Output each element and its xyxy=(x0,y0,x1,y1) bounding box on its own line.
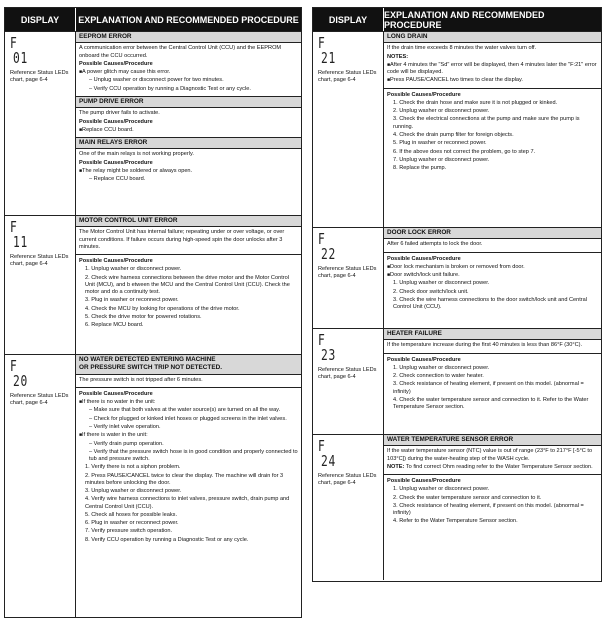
explanation-column-header: EXPLANATION AND RECOMMENDED PROCEDURE xyxy=(78,14,299,25)
code-letter: F xyxy=(318,437,326,455)
error-section xyxy=(384,435,601,474)
display-cell xyxy=(313,32,384,227)
error-code xyxy=(318,333,367,363)
code-number: 11 xyxy=(13,233,29,251)
reference-note: Reference Status LEDs chart, page 6-4 xyxy=(318,266,377,280)
notes-heading: NOTES: xyxy=(387,53,409,60)
explanation-cell xyxy=(76,32,301,215)
step-item: 4. Check the water temperature sensor and connection to it. Refer to the Water Temperature Sensor section. xyxy=(393,396,589,411)
step-item: 4. Check the MCU by looking for operations of the drive motor. xyxy=(85,305,240,312)
step-item: 2. Check door switch/lock unit. xyxy=(393,288,469,295)
cause-item: ■ The relay might be soldered or always open. xyxy=(79,168,298,175)
section-title: EEPROM ERROR xyxy=(76,32,301,43)
explanation-cell xyxy=(76,355,301,617)
step-item: 4. Verify wire harness connections to inlet valves, pressure switch, drain pump and Central Control Unit (CCU). xyxy=(85,496,290,510)
step-item: 2. Check the water temperature sensor and connection to it. xyxy=(393,494,542,501)
step-item: 1. Unplug washer or disconnect power. xyxy=(393,280,490,287)
step-item: 4. Check the drain pump filter for foreign objects. xyxy=(393,131,514,138)
error-section xyxy=(76,32,301,96)
description: If the temperature increase during the first 40 minutes is less than 86°F (30°C). xyxy=(387,342,583,349)
error-code xyxy=(10,36,59,66)
description: After 6 failed attempts to lock the door. xyxy=(387,241,483,248)
code-number: 20 xyxy=(13,372,29,390)
error-section xyxy=(384,32,601,88)
display-cell xyxy=(313,435,384,580)
sub-step: – Verify drain pump operation. xyxy=(79,441,298,448)
cause-item: ■ Door switch/lock unit failure. xyxy=(387,272,598,279)
error-section xyxy=(384,329,601,353)
section-title: WATER TEMPERATURE SENSOR ERROR xyxy=(384,435,601,446)
step-item: 3. Check resistance of heating element, if present on this model. (abnormal = infinity) xyxy=(393,381,584,395)
error-code xyxy=(318,36,367,66)
code-number: 23 xyxy=(321,346,337,364)
table-row xyxy=(313,31,601,227)
error-code xyxy=(10,359,59,389)
step-item: 1. Verify there is not a siphon problem. xyxy=(85,464,181,471)
error-code xyxy=(10,220,59,250)
step-item: 2. Press PAUSE/CANCEL twice to clear the display. The machine will drain for 3 minutes before unlocking the door. xyxy=(85,472,284,486)
display-cell xyxy=(5,355,76,617)
step-item: 3. Check the electrical connections at the pump and make sure the pump is running. xyxy=(393,116,580,130)
procedure-heading: Possible Causes/Procedure xyxy=(79,258,153,265)
note-text: To find correct Ohm reading refer to the Water Temperature Sensor section. xyxy=(405,463,593,470)
cause-item: ■ Replace CCU board. xyxy=(79,127,298,134)
step-item: 1. Check the drain hose and make sure it is not plugged or kinked. xyxy=(393,99,558,106)
note-item: ■ Press PAUSE/CANCEL two times to clear the display. xyxy=(387,77,598,84)
sub-step: – Verify CCU operation by running a Diagnostic Test or any cycle. xyxy=(79,86,298,93)
note-label: NOTE: xyxy=(387,463,405,470)
sub-step: – Check for plugged or kinked inlet hoses or plugged screens in the inlet valves. xyxy=(79,416,298,423)
step-item: 6. Plug in washer or reconnect power. xyxy=(85,520,179,527)
reference-note: Reference Status LEDs chart, page 6-4 xyxy=(318,367,377,381)
description: If the drain time exceeds 8 minutes the water valves turn off. xyxy=(387,45,537,52)
display-cell xyxy=(5,216,76,354)
step-item: 8. Replace the pump. xyxy=(393,165,447,172)
code-letter: F xyxy=(318,331,326,349)
description: One of the main relays is not working properly. xyxy=(79,151,194,158)
reference-note: Reference Status LEDs chart, page 6-4 xyxy=(10,393,69,407)
description: The pressure switch is not tripped after 6 minutes. xyxy=(79,376,203,383)
display-cell xyxy=(313,228,384,328)
error-section xyxy=(384,228,601,252)
step-item: 3. Check the wire harness connections to the door switch/lock unit and Central Control Unit (CCU). xyxy=(393,296,588,311)
step-item: 1. Unplug washer or disconnect power. xyxy=(393,486,490,493)
table-row xyxy=(5,354,301,617)
procedure-heading: Possible Causes/Procedure xyxy=(79,159,153,166)
section-title: MAIN RELAYS ERROR xyxy=(76,138,301,149)
table-row xyxy=(313,328,601,434)
procedure-section xyxy=(384,353,601,415)
code-number: 24 xyxy=(321,452,337,470)
explanation-cell xyxy=(384,32,601,227)
table-row xyxy=(313,434,601,580)
step-item: 7. Verify pressure switch operation. xyxy=(85,528,173,535)
table-row xyxy=(313,227,601,328)
code-letter: F xyxy=(10,218,18,236)
error-section xyxy=(76,96,301,137)
cause-item: ■ If there is water in the unit: xyxy=(79,432,298,439)
code-number: 21 xyxy=(321,49,337,67)
step-item: 2. Check connection to water heater. xyxy=(393,373,484,380)
step-item: 1. Unplug washer or disconnect power. xyxy=(393,364,490,371)
step-item: 2. Check wire harness connections between the drive motor and the Motor Control Unit (MCU), and b etween the MCU and the Central Control Unit (CCU). Check the motor and do a continuity test. xyxy=(85,274,290,296)
step-item: 3. Check resistance of heating element, if present on this model. (abnormal = infinity) xyxy=(393,502,584,517)
step-item: 6. If the above does not correct the problem, go to step 7. xyxy=(393,148,536,155)
display-cell xyxy=(313,329,384,434)
reference-note: Reference Status LEDs chart, page 6-4 xyxy=(10,70,69,84)
code-number: 22 xyxy=(321,245,337,263)
table-header xyxy=(5,8,301,31)
table-header xyxy=(313,8,601,31)
reference-note: Reference Status LEDs chart, page 6-4 xyxy=(10,254,69,268)
procedure-section xyxy=(384,474,601,529)
procedure-section xyxy=(384,88,601,176)
code-letter: F xyxy=(10,357,18,375)
code-number: 01 xyxy=(13,49,29,67)
explanation-column-header: EXPLANATION AND RECOMMENDED PROCEDURE xyxy=(384,9,545,30)
procedure-heading: Possible Causes/Procedure xyxy=(387,356,461,363)
procedure-heading: Possible Causes/Procedure xyxy=(79,60,153,67)
display-column-header: DISPLAY xyxy=(313,8,384,31)
step-item: 5. Check the drive motor for powered rotations. xyxy=(85,313,202,320)
code-letter: F xyxy=(318,34,326,52)
section-title: LONG DRAIN xyxy=(384,32,601,43)
step-item: 3. Unplug washer or disconnect power. xyxy=(85,488,182,495)
sub-step: – Unplug washer or disconnect power for two minutes. xyxy=(79,77,298,84)
section-title: HEATER FAILURE xyxy=(384,329,601,340)
step-item: 7. Unplug washer or disconnect power. xyxy=(393,156,490,163)
right-table xyxy=(312,7,602,582)
error-section xyxy=(76,216,301,254)
procedure-heading: Possible Causes/Procedure xyxy=(79,390,153,397)
error-code xyxy=(318,232,367,262)
step-item: 6. Replace MCU board. xyxy=(85,322,144,329)
step-item: 5. Plug in washer or reconnect power. xyxy=(393,140,487,147)
procedure-heading: Possible Causes/Procedure xyxy=(79,118,153,125)
left-table xyxy=(4,7,302,618)
table-row xyxy=(5,215,301,354)
procedure-section xyxy=(76,254,301,332)
procedure-heading: Possible Causes/Procedure xyxy=(387,478,461,485)
step-item: 5. Check all hoses for possible leaks. xyxy=(85,511,178,518)
sub-step: – Verify that the pressure switch hose is in good condition and properly connected to tub and pressure switch. xyxy=(79,449,298,464)
step-item: 4. Refer to the Water Temperature Sensor section. xyxy=(393,518,518,525)
cause-item: ■ Door lock mechanism is broken or removed from door. xyxy=(387,264,598,271)
description: The Motor Control Unit has internal failure; repeating under or over voltage, or over current conditions. If failure occurs during high-speed spin the door unlocks after 3 minutes. xyxy=(79,229,285,250)
sub-step: – Verify inlet valve operation. xyxy=(79,424,298,431)
table-row xyxy=(5,31,301,215)
display-column-header: DISPLAY xyxy=(5,8,76,31)
explanation-cell xyxy=(384,329,601,434)
sub-step: – Make sure that both valves at the water source(s) are turned on all the way. xyxy=(79,407,298,414)
explanation-cell xyxy=(384,228,601,328)
procedure-heading: Possible Causes/Procedure xyxy=(387,91,461,98)
reference-note: Reference Status LEDs chart, page 6-4 xyxy=(318,70,377,84)
error-code xyxy=(318,439,367,469)
description: A communication error between the Central Control Unit (CCU) and the EEPROM onboard the CCU occurred. xyxy=(79,45,282,59)
procedure-section xyxy=(76,387,301,547)
error-section xyxy=(76,137,301,186)
section-title: MOTOR CONTROL UNIT ERROR xyxy=(76,216,301,227)
note-item: ■ After 4 minutes the "Sd" error will be displayed, then 4 minutes later the "F:21" error code will be displayed. xyxy=(387,62,598,77)
procedure-section xyxy=(384,252,601,315)
section-title-line: OR PRESSURE SWITCH TRIP NOT DETECTED. xyxy=(79,364,222,372)
step-item: 8. Verify CCU operation by running a Diagnostic Test or any cycle. xyxy=(85,536,249,543)
explanation-cell xyxy=(76,216,301,354)
reference-note: Reference Status LEDs chart, page 6-4 xyxy=(318,473,377,487)
code-letter: F xyxy=(10,34,18,52)
display-cell xyxy=(5,32,76,215)
sub-step: – Replace CCU board. xyxy=(79,176,298,183)
step-item: 3. Plug in washer or reconnect power. xyxy=(85,297,179,304)
step-item: 2. Unplug washer or disconnect power. xyxy=(393,108,490,115)
explanation-cell xyxy=(384,435,601,580)
section-title: PUMP DRIVE ERROR xyxy=(76,97,301,108)
cause-item: ■ If there is no water in the unit: xyxy=(79,399,298,406)
description: The pump driver fails to activate. xyxy=(79,110,160,117)
step-item: 1. Unplug washer or disconnect power. xyxy=(85,266,182,273)
description: If the water temperature sensor (NTC) value is out of range (23°F to 217°F [-5°C to 103°C]) during the water-heating step of the WASH cycle. xyxy=(387,448,593,462)
error-section xyxy=(76,355,301,387)
section-title xyxy=(76,355,301,375)
section-title: DOOR LOCK ERROR xyxy=(384,228,601,239)
code-letter: F xyxy=(318,230,326,248)
section-title-line: NO WATER DETECTED ENTERING MACHINE xyxy=(79,356,216,363)
note xyxy=(387,464,598,471)
cause-item: ■ A power glitch may cause this error. xyxy=(79,69,298,76)
procedure-heading: Possible Causes/Procedure xyxy=(387,255,461,262)
